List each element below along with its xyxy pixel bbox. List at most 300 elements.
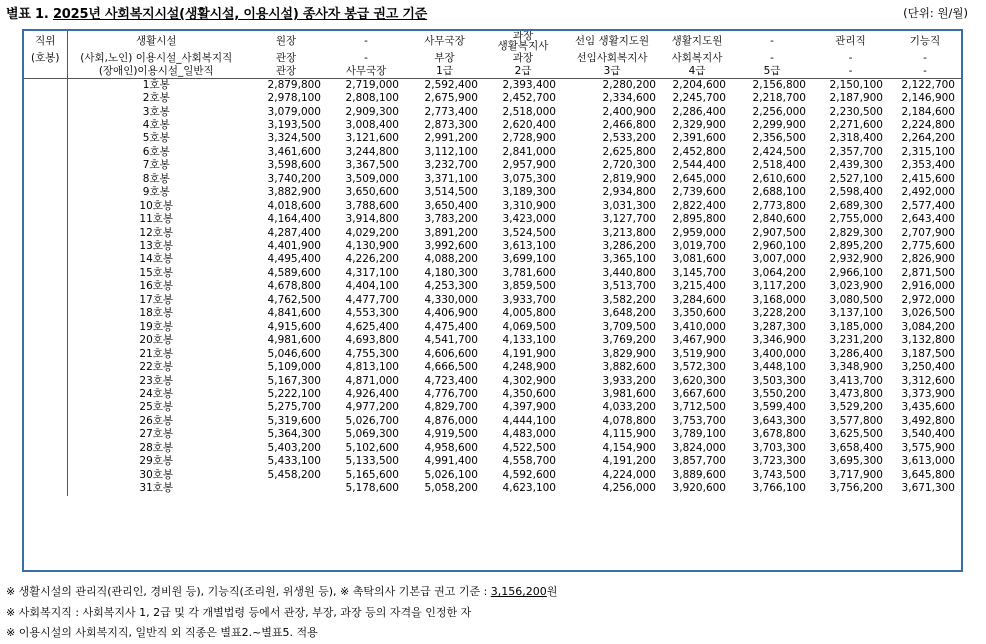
salary-cell: 3,064,200 [752,266,806,279]
salary-cell: 4,302,900 [502,374,556,387]
step-cell: 12호봉 [139,226,174,239]
empty-rank-cell [24,455,67,468]
step-cell: 22호봉 [139,361,174,374]
salary-cell: 2,934,800 [602,186,656,199]
step-cell: 9호봉 [142,186,170,199]
salary-cell: 3,232,700 [424,159,478,172]
salary-cell: 4,406,900 [424,307,478,320]
header-row [24,65,961,78]
salary-cell: 3,678,800 [752,428,806,441]
empty-rank-cell [24,401,67,414]
salary-cell: 2,224,800 [901,118,955,131]
header-cell: 3급 [603,64,621,77]
salary-cell: 3,550,200 [752,388,806,401]
salary-cell: 4,018,600 [267,199,321,212]
empty-rank-cell [24,92,67,105]
salary-cell: 3,365,100 [602,253,656,266]
salary-cell: 3,231,200 [829,334,883,347]
salary-cell: 5,178,600 [345,482,399,495]
salary-cell: 3,695,300 [829,455,883,468]
step-cell: 18호봉 [139,307,174,320]
salary-cell: 3,284,600 [672,293,726,306]
salary-cell: 3,753,700 [672,414,726,427]
salary-cell: 3,992,600 [424,240,478,253]
salary-cell: 2,452,700 [502,92,556,105]
salary-cell: 2,873,300 [424,118,478,131]
salary-cell: 5,046,600 [267,347,321,360]
step-cell: 8호봉 [142,172,170,185]
salary-cell: 3,859,500 [502,280,556,293]
salary-cell: 3,250,400 [901,361,955,374]
salary-cell: 3,350,600 [672,307,726,320]
salary-cell: 3,717,900 [829,468,883,481]
table-row [24,294,961,307]
salary-cell: 2,841,000 [502,145,556,158]
salary-cell: 2,775,600 [901,240,955,253]
salary-cell: 5,165,600 [345,468,399,481]
salary-cell: 4,915,600 [267,320,321,333]
salary-cell: 4,115,900 [602,428,656,441]
salary-cell: 3,185,000 [829,320,883,333]
empty-rank-cell [24,348,67,361]
salary-cell: 2,932,900 [829,253,883,266]
salary-cell: 4,991,400 [424,455,478,468]
step-cell: 26호봉 [139,414,174,427]
salary-cell: 4,625,400 [345,320,399,333]
table-row [24,442,961,455]
salary-cell: 3,740,200 [267,172,321,185]
salary-cell: 3,371,100 [424,172,478,185]
salary-cell: 3,575,900 [901,441,955,454]
table-row [24,267,961,280]
salary-cell: 2,356,500 [752,132,806,145]
salary-cell: 2,527,100 [829,172,883,185]
salary-cell: 4,623,100 [502,482,556,495]
salary-cell: 2,643,400 [901,213,955,226]
header-cell: 선임 생활지도원 [574,35,650,47]
salary-cell: 2,675,900 [424,92,478,105]
header-cell: - [364,52,368,64]
salary-cell: 3,920,600 [672,482,726,495]
salary-cell [245,482,327,495]
salary-cell: 3,824,000 [672,441,726,454]
salary-cell: 2,492,000 [901,186,955,199]
salary-cell: 4,723,400 [424,374,478,387]
salary-cell: 5,102,600 [345,441,399,454]
header-cell: 관장 [275,52,297,64]
header-cell: 원장 [275,35,297,47]
header-cell: 1급 [436,64,453,77]
table-row [24,415,961,428]
footnote-suffix: 원 [546,585,558,598]
header-cell: 기능직 [909,35,941,47]
salary-cell: 4,541,700 [424,334,478,347]
header-cell: - [770,52,774,64]
salary-cell: 4,180,300 [424,266,478,279]
step-cell: 17호봉 [139,293,174,306]
document-title [6,3,427,22]
step-cell: 20호봉 [139,334,174,347]
salary-cell: 3,137,100 [829,307,883,320]
salary-cell: 2,245,700 [672,92,726,105]
salary-cell: 4,397,900 [502,401,556,414]
salary-cell: 2,957,900 [502,159,556,172]
salary-cell: 4,495,400 [267,253,321,266]
salary-cell: 2,150,100 [829,78,883,91]
salary-cell: 3,509,000 [345,172,399,185]
salary-cell: 4,589,600 [267,266,321,279]
step-cell: 3호봉 [142,105,170,118]
salary-cell: 3,435,600 [901,401,955,414]
empty-rank-cell [24,334,67,347]
salary-cell: 2,184,600 [901,105,955,118]
salary-cell: 4,666,500 [424,361,478,374]
salary-cell: 2,415,600 [901,172,955,185]
empty-rank-cell [24,213,67,226]
salary-cell: 4,130,900 [345,240,399,253]
salary-cell: 3,473,800 [829,388,883,401]
salary-cell: 2,895,200 [829,240,883,253]
salary-cell: 5,364,300 [267,428,321,441]
salary-cell: 4,317,100 [345,266,399,279]
salary-cell: 3,781,600 [502,266,556,279]
title-main: 2025년 사회복지시설(생활시설, 이용시설) 종사자 봉급 권고 기준 [52,7,428,22]
salary-cell: 5,403,200 [267,441,321,454]
header-cell: - [848,52,853,64]
step-cell: 25호봉 [139,401,174,414]
header-cell: 과장 생활복지사 [497,31,549,52]
salary-cell: 3,891,200 [424,226,478,239]
step-cell: 30호봉 [139,468,174,481]
salary-cell: 2,909,300 [345,105,399,118]
salary-cell: 2,773,800 [752,199,806,212]
salary-cell: 3,882,600 [602,361,656,374]
step-cell: 19호봉 [139,320,174,333]
salary-cell: 5,026,700 [345,414,399,427]
salary-cell: 2,739,600 [672,186,726,199]
step-cell: 24호봉 [139,388,174,401]
salary-cell: 2,286,400 [672,105,726,118]
salary-cell: 2,393,400 [502,78,556,91]
salary-cell: 2,978,100 [267,92,321,105]
salary-cell: 4,871,000 [345,374,399,387]
salary-cell: 2,829,300 [829,226,883,239]
table-header [24,31,961,78]
salary-cell: 3,168,000 [752,293,806,306]
salary-cell: 2,122,700 [901,78,955,91]
footnote-text: ※ 사회복지직 : 사회복지사 1, 2급 및 각 개별법령 등에서 관장, 부장, 과장 등의 자격을 인정한 자 [6,605,472,619]
salary-cell: 2,871,500 [901,266,955,279]
salary-cell: 5,026,100 [424,468,478,481]
salary-cell: 3,312,600 [901,374,955,387]
salary-cell: 3,117,200 [752,280,806,293]
salary-cell: 3,769,200 [602,334,656,347]
header-cell: 사무국장 [424,35,465,47]
empty-rank-cell [24,227,67,240]
salary-cell: 3,400,000 [752,347,806,360]
salary-cell: 4,876,000 [424,414,478,427]
table-row [24,146,961,159]
salary-cell: 2,299,900 [752,118,806,131]
salary-cell: 3,981,600 [602,388,656,401]
salary-cell: 3,079,000 [267,105,321,118]
footnote-line [6,623,557,644]
salary-cell: 2,620,400 [502,118,556,131]
salary-cell: 4,678,800 [267,280,321,293]
step-cell: 15호봉 [139,266,174,279]
salary-cell: 3,244,800 [345,145,399,158]
salary-cell: 3,215,400 [672,280,726,293]
table-row [24,227,961,240]
salary-cell: 3,373,900 [901,388,955,401]
step-cell: 13호봉 [139,240,174,253]
header-cell: 4급 [688,64,706,77]
salary-cell: 2,187,900 [829,92,883,105]
salary-cell: 3,132,800 [901,334,955,347]
empty-rank-cell [24,280,67,293]
salary-cell: 3,572,300 [672,361,726,374]
step-cell: 1호봉 [142,78,170,91]
empty-rank-cell [24,482,67,495]
salary-cell: 4,253,300 [424,280,478,293]
empty-rank-cell [24,321,67,334]
empty-rank-cell [24,106,67,119]
salary-cell: 2,688,100 [752,186,806,199]
salary-cell: 3,346,900 [752,334,806,347]
salary-cell: 2,533,200 [602,132,656,145]
salary-cell: 3,712,500 [672,401,726,414]
step-cell: 27호봉 [139,428,174,441]
step-cell: 29호봉 [139,455,174,468]
salary-cell: 2,610,600 [752,172,806,185]
header-cell: 2급 [514,64,532,77]
salary-cell: 3,187,500 [901,347,955,360]
salary-cell: 4,191,200 [602,455,656,468]
salary-cell: 2,353,400 [901,159,955,172]
step-label: (호봉) [24,52,67,65]
salary-cell: 3,031,300 [602,199,656,212]
salary-cell: 2,264,200 [901,132,955,145]
salary-cell: 3,933,700 [502,293,556,306]
header-cell: 선임사회복지사 [576,52,648,64]
salary-cell: 4,350,600 [502,388,556,401]
salary-cell: 2,755,000 [829,213,883,226]
footnote-line [6,603,557,624]
salary-cell: 2,466,800 [602,118,656,131]
salary-cell: 4,919,500 [424,428,478,441]
salary-cell: 2,840,600 [752,213,806,226]
salary-cell: 5,167,300 [267,374,321,387]
step-cell: 4호봉 [142,118,170,131]
salary-cell: 4,592,600 [502,468,556,481]
empty-rank-cell [24,200,67,213]
salary-cell: 3,620,300 [672,374,726,387]
salary-cell: 2,334,600 [602,92,656,105]
salary-cell: 3,613,100 [502,240,556,253]
salary-cell: 3,492,800 [901,414,955,427]
salary-cell: 4,829,700 [424,401,478,414]
header-cell: 사무국장 [345,64,387,77]
empty-rank-cell [24,119,67,132]
step-cell: 5호봉 [142,132,170,145]
salary-cell: 3,645,800 [901,468,955,481]
table-row [24,280,961,293]
salary-table [24,31,961,496]
table-row [24,401,961,414]
table-row [24,78,961,92]
step-cell: 31호봉 [139,482,174,495]
salary-cell: 4,553,300 [345,307,399,320]
salary-cell: 3,084,200 [901,320,955,333]
salary-cell: 2,598,400 [829,186,883,199]
salary-cell: 4,958,600 [424,441,478,454]
salary-cell: 2,544,400 [672,159,726,172]
salary-cell: 3,019,700 [672,240,726,253]
salary-cell: 3,882,900 [267,186,321,199]
salary-cell: 3,514,500 [424,186,478,199]
salary-cell: 2,577,400 [901,199,955,212]
salary-cell: 2,391,600 [672,132,726,145]
table-row [24,482,961,495]
salary-cell: 3,709,500 [602,320,656,333]
salary-cell: 4,005,800 [502,307,556,320]
salary-cell: 2,907,500 [752,226,806,239]
salary-cell: 2,439,300 [829,159,883,172]
salary-cell: 2,895,800 [672,213,726,226]
table-row [24,321,961,334]
salary-cell: 4,069,500 [502,320,556,333]
step-cell: 6호봉 [142,145,170,158]
header-row [24,31,961,52]
footnote-text: ※ 이용시설의 사회복지직, 일반직 외 직종은 별표2.~별표5. 적용 [6,626,318,639]
salary-cell: 2,728,900 [502,132,556,145]
salary-cell: 3,228,200 [752,307,806,320]
table-row [24,92,961,105]
salary-cell: 2,424,500 [752,145,806,158]
salary-cell: 2,452,800 [672,145,726,158]
salary-cell: 2,218,700 [752,92,806,105]
salary-cell: 2,879,800 [267,78,321,91]
step-cell: 23호봉 [139,374,174,387]
salary-cell: 4,977,200 [345,401,399,414]
empty-rank-cell [24,375,67,388]
salary-cell: 5,133,500 [345,455,399,468]
salary-cell: 3,286,400 [829,347,883,360]
salary-cell: 2,689,300 [829,199,883,212]
header-cell: - [364,35,368,47]
salary-cell: 2,625,800 [602,145,656,158]
salary-cell: 3,756,200 [829,482,883,495]
salary-cell: 3,766,100 [752,482,806,495]
salary-cell: 2,271,600 [829,118,883,131]
salary-cell: 3,829,900 [602,347,656,360]
salary-cell: 3,513,700 [602,280,656,293]
salary-cell: 3,577,800 [829,414,883,427]
salary-cell: 3,524,500 [502,226,556,239]
salary-cell: 3,650,600 [345,186,399,199]
salary-cell: 4,029,200 [345,226,399,239]
empty-rank-cell [24,469,67,482]
footnote-text: ※ 생활시설의 관리직(관리인, 경비원 등), 기능직(조리원, 위생원 등), ※ 촉탁의사 기본급 권고 기준 : [6,585,491,598]
salary-cell: 5,058,200 [424,482,478,495]
salary-cell: 3,112,100 [424,145,478,158]
salary-cell: 3,650,400 [424,199,478,212]
salary-cell: 2,719,000 [345,78,399,91]
salary-cell: 2,400,900 [602,105,656,118]
table-row [24,348,961,361]
salary-cell: 5,433,100 [267,455,321,468]
step-cell: 14호봉 [139,253,174,266]
header-cell: 생활시설 [135,35,177,47]
salary-cell: 3,671,300 [901,482,955,495]
salary-cell: 4,558,700 [502,455,556,468]
table-row [24,455,961,468]
salary-cell: 4,755,300 [345,347,399,360]
step-cell: 21호봉 [139,347,174,360]
salary-cell: 3,643,300 [752,414,806,427]
salary-cell: 3,914,800 [345,213,399,226]
salary-cell: 2,966,100 [829,266,883,279]
salary-cell: 3,723,300 [752,455,806,468]
table-row [24,159,961,172]
salary-cell: 2,822,400 [672,199,726,212]
salary-cell: 3,008,400 [345,118,399,131]
salary-cell: 4,164,400 [267,213,321,226]
salary-cell: 4,248,900 [502,361,556,374]
table-row [24,361,961,374]
salary-cell: 4,224,000 [602,468,656,481]
empty-rank-cell [24,146,67,159]
step-cell: 16호봉 [139,280,174,293]
salary-cell: 3,625,500 [829,428,883,441]
salary-cell: 4,762,500 [267,293,321,306]
salary-cell: 3,540,400 [901,428,955,441]
header-empty-cell [24,65,67,78]
salary-cell: 2,204,600 [672,78,726,91]
header-cell: 생활지도원 [671,35,723,47]
empty-rank-cell [24,173,67,186]
salary-cell: 3,783,200 [424,213,478,226]
table-row [24,106,961,119]
step-cell: 11호봉 [139,213,174,226]
salary-cell: 5,109,000 [267,361,321,374]
salary-cell: 3,007,000 [752,253,806,266]
salary-cell: 4,477,700 [345,293,399,306]
salary-cell: 2,230,500 [829,105,883,118]
salary-cell: 3,503,300 [752,374,806,387]
table-row [24,428,961,441]
empty-rank-cell [24,159,67,172]
salary-cell: 4,256,000 [602,482,656,495]
header-cell: - [923,52,927,64]
salary-cell: 4,088,200 [424,253,478,266]
header-cell: 과장 [512,52,534,64]
salary-cell: 3,075,300 [502,172,556,185]
footnote-line [6,582,557,603]
salary-cell: 4,444,100 [502,414,556,427]
empty-rank-cell [24,240,67,253]
header-cell: 5급 [763,64,781,77]
salary-cell: 4,154,900 [602,441,656,454]
empty-rank-cell [24,442,67,455]
salary-cell: 4,981,600 [267,334,321,347]
table-row [24,375,961,388]
footnote-amount: 3,156,200 [490,585,547,598]
salary-cell: 3,529,200 [829,401,883,414]
salary-cell: 3,857,700 [672,455,726,468]
table-row [24,200,961,213]
salary-cell: 3,933,200 [602,374,656,387]
